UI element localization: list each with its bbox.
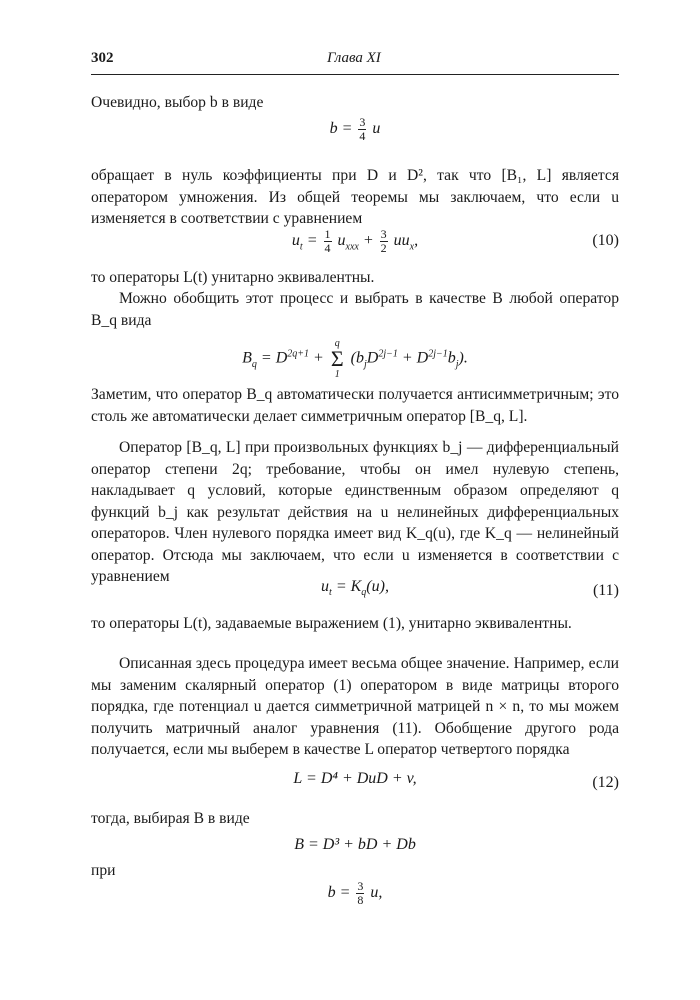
equation-b8 [91, 880, 619, 910]
paragraph-4: Можно обобщить этот процесс и выбрать в качестве B любой оператор B_q вида [91, 290, 619, 329]
equation-10 [91, 228, 619, 258]
equation-11-formula: $u_t = K_q(u)$, [321, 578, 389, 599]
paragraph-7: то операторы L(t), задаваемые выражением (1), унитарно эквивалентны. [91, 615, 572, 632]
running-title: Глава XI [327, 50, 381, 66]
paragraph-6: Оператор [B_q, L] при произвольных функциях b_j — дифференциальный оператор степени 2q; требование, чтобы он имел нулевую степень, накладывает q условий, которые единственным образом определяют q функций b_j как результат действия на u нелинейных дифференциальных операторов. Член нулевого порядка имеет вид K_q(u), где K_q — нелинейный оператор. Отсюда мы заключаем, что если u изменяется в соответствии с уравнением [91, 439, 619, 585]
paragraph-5: Заметим, что оператор B_q автоматически получается антисимметричным; это столь же автоматически делает симметричным оператор [B_q, L]. [91, 386, 619, 425]
paragraph-9: тогда, выбирая B в виде [91, 810, 250, 827]
equation-number-11: (11) [592, 582, 619, 599]
equation-number-12: (12) [592, 774, 619, 791]
equation-Bq-formula: $B_q = D^{2q+1}$ + q Σ 1 $(b_jD^{2j-1} + D^{2j-1}b_j)$. [242, 338, 468, 380]
equation-number-10: (10) [592, 232, 619, 249]
equation-b-formula: b = $\frac{3}{4}$ u [329, 115, 381, 143]
paragraph-1: Очевидно, выбор b в виде [91, 94, 264, 111]
equation-12-formula: L = D⁴ + DuD + v, [293, 770, 417, 787]
equation-11 [91, 578, 619, 608]
paragraph-10: при [91, 862, 116, 879]
paragraph-2: обращает в нуль коэффициенты при D и D², так что [B₁, L] является оператором умножения. Из общей теоремы мы заключаем, что если u изменяется в соответствии с уравнением [91, 167, 619, 227]
equation-B-formula: B = D³ + bD + Db [294, 836, 416, 853]
equation-b8-formula: b = $\frac{3}{8}$ u, [327, 879, 383, 907]
header-rule [91, 74, 619, 75]
page-number: 302 [91, 50, 114, 66]
equation-Bq [91, 338, 619, 380]
paragraph-8: Описанная здесь процедура имеет весьма общее значение. Например, если мы заменим скалярный оператор (1) оператором в виде матрицы второго порядка, где потенциал u дается симметричной матрицей n × n, то мы можем получить матричный аналог уравнения (11). Обобщение другого рода получается, если мы выберем в качестве L оператор четвертого порядка [91, 655, 619, 758]
equation-b [91, 116, 619, 146]
equation-12 [91, 770, 619, 800]
paragraph-3: то операторы L(t) унитарно эквивалентны. [91, 269, 375, 286]
equation-10-formula: $u_t$ = $\frac{1}{4}$ $u_{xxx}$ + $\frac{3}{2}$ $uu_x$, [291, 227, 419, 255]
page-header [91, 50, 619, 72]
